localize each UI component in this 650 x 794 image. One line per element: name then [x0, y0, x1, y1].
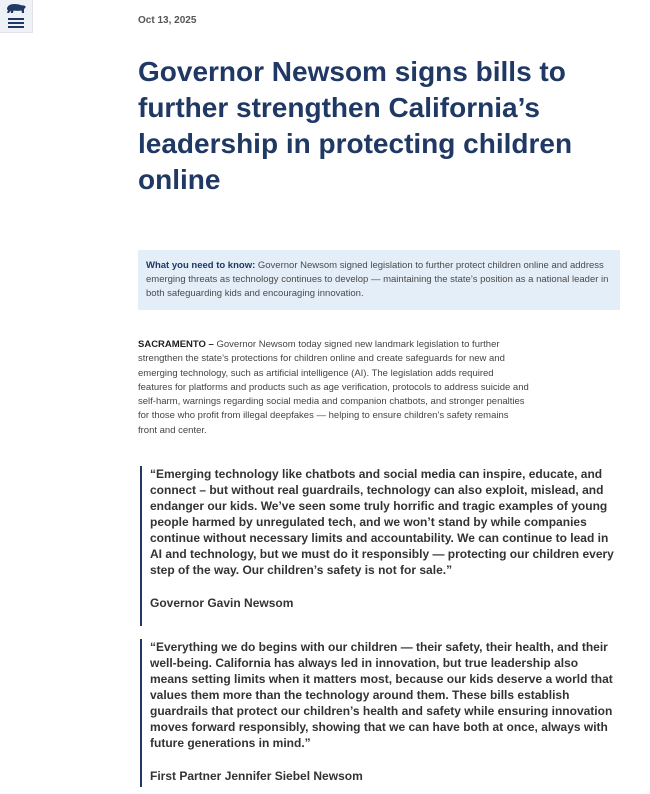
callout-label: What you need to know: [146, 260, 256, 271]
dateline: SACRAMENTO – [138, 339, 214, 350]
menu-button[interactable] [2, 1, 30, 31]
quote-text: “Everything we do begins with our children — their safety, their health, and their well-being. California has always led in innovation, but true leadership also means setting limits when it matters most, because our kids deserve a world that values them more than the technology around them. These bills establish guardrails that protect our children’s health and safety while ensuring innovation moves forward responsibly, showing that we can have both at once, always with future generations in mind.” [150, 640, 613, 750]
quote-first-partner [140, 639, 618, 787]
body-text: Governor Newsom today signed new landmark legislation to further strengthen the state’s protections for children online and create safeguards for new and emerging technology, such as artificial intelligence (AI). The legislation adds required features for platforms and products such as age verification, protocols to address suicide and self-harm, warnings regarding social media and companion chatbots, and stronger penalties for those who profit from illegal deepfakes — helping to ensure children’s safety remains front and center. [138, 339, 529, 436]
quote-author: First Partner Jennifer Siebel Newsom [150, 769, 363, 783]
quote-author: Governor Gavin Newsom [150, 596, 294, 610]
quote-text: “Emerging technology like chatbots and social media can inspire, educate, and connect – but without real guardrails, technology can also exploit, mislead, and endanger our kids. We’ve seen some truly horrific and tragic examples of young people harmed by unregulated tech, and we won’t stand by while companies continue without necessary limits and accountability. We can continue to lead in AI and technology, but we must do it responsibly — protecting our children every step of the way. Our children’s safety is not for sale.” [150, 467, 614, 577]
what-you-need-to-know-callout [138, 250, 620, 310]
site-header [0, 0, 33, 33]
callout-text: Governor Newsom signed legislation to further protect children online and address emerging threats as technology continues to develop — maintaining the state’s position as a national leader in both safeguarding kids and encouraging innovation. [146, 260, 609, 299]
page-title: Governor Newsom signs bills to further strengthen California’s leadership in protecting children online [138, 56, 573, 195]
quote-governor [140, 466, 618, 626]
ca-bear-icon [5, 2, 27, 14]
hamburger-icon [8, 16, 24, 30]
article-body [138, 338, 530, 438]
article-date: Oct 13, 2025 [138, 15, 197, 26]
